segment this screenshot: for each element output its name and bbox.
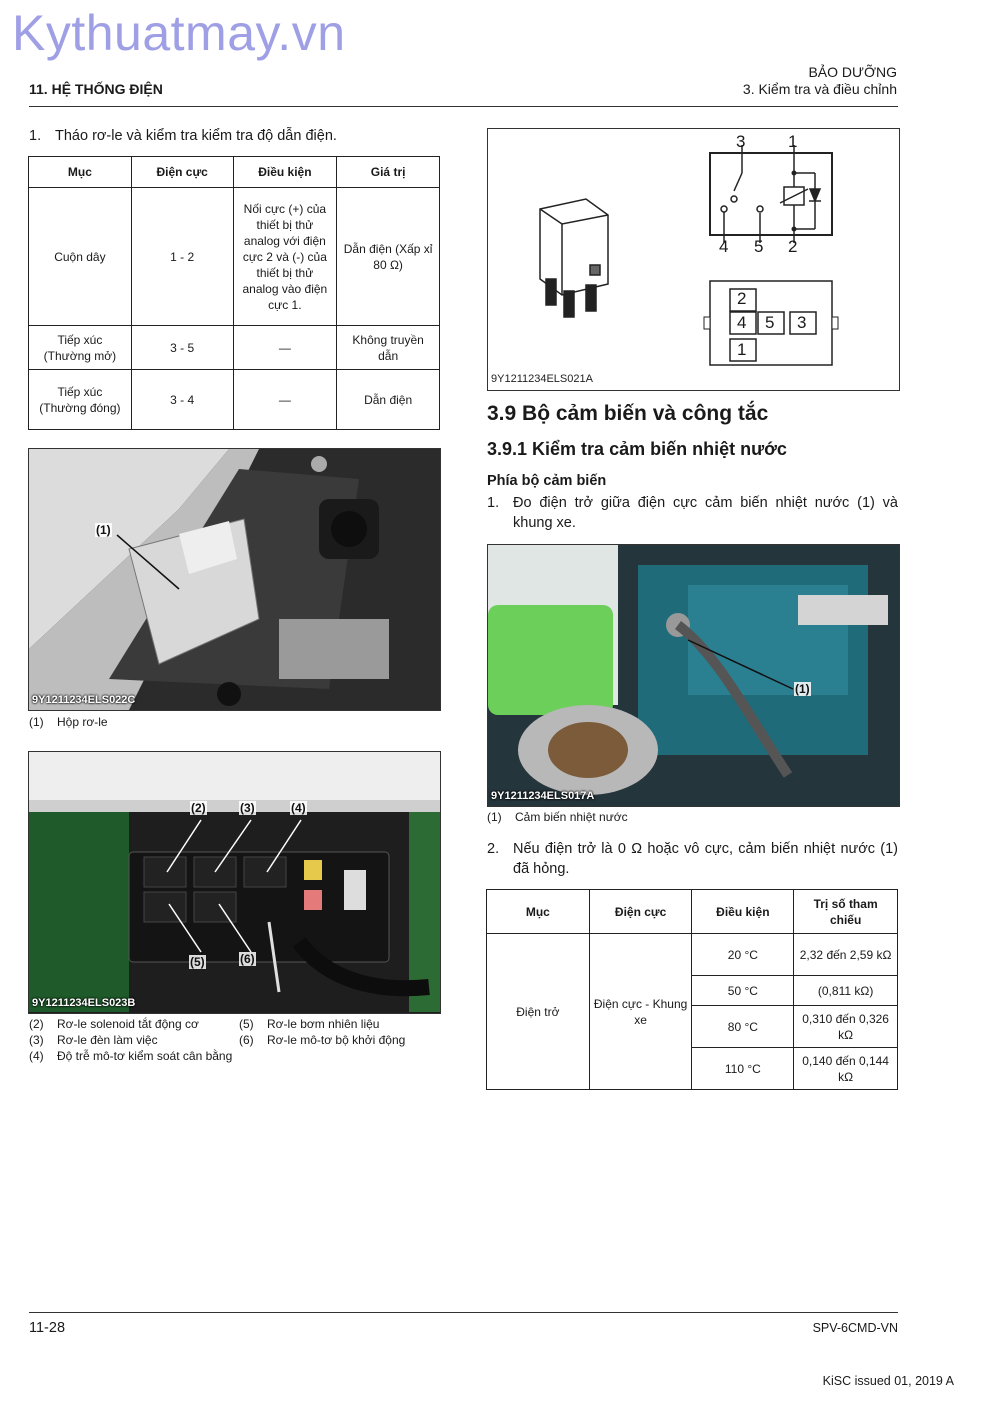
- table-cell: 2,32 đến 2,59 kΩ: [794, 934, 898, 976]
- pin-label: 4: [737, 313, 747, 332]
- caption-text: Rơ-le bơm nhiên liệu: [267, 1017, 380, 1031]
- table-header: Điều kiện: [233, 157, 337, 188]
- sensor-resistance-table: [486, 889, 898, 1090]
- pin-label: 5: [765, 313, 775, 332]
- table-cell: 1 - 2: [131, 188, 233, 326]
- pin-label: 3: [797, 313, 807, 332]
- caption-row: [239, 1016, 439, 1032]
- step-number: 1.: [29, 128, 42, 144]
- step-text: Nếu điện trở là 0 Ω hoặc vô cực, cảm biến nhiệt nước (1) đã hỏng.: [513, 841, 898, 877]
- figure-callout: (3): [240, 801, 255, 815]
- figure-code: 9Y1211234ELS017A: [491, 790, 595, 802]
- table-header: Điều kiện: [692, 890, 794, 934]
- table-cell: 3 - 5: [131, 326, 233, 370]
- figure-caption: [487, 809, 628, 825]
- step-2-right: [487, 839, 898, 879]
- relay-box-illustration: [29, 449, 440, 710]
- caption-number: (5): [239, 1017, 254, 1031]
- engine-illustration: [488, 545, 899, 806]
- step-number: 1.: [487, 495, 500, 511]
- table-cell: 50 °C: [692, 976, 794, 1006]
- table-cell: Tiếp xúc (Thường mở): [29, 326, 132, 370]
- step-text: Tháo rơ-le và kiểm tra kiểm tra độ dẫn điện.: [55, 128, 337, 144]
- table-cell: Dẫn điện: [337, 370, 440, 430]
- table-row: [487, 934, 898, 976]
- pin-label: 1: [737, 340, 747, 359]
- caption-text: Độ trễ mô-tơ kiểm soát cân bằng: [57, 1049, 233, 1063]
- caption-number: (1): [29, 715, 44, 729]
- figure-callout: (1): [96, 523, 111, 537]
- terminal-label: 5: [754, 237, 764, 256]
- figure-callout: (4): [291, 801, 306, 815]
- pin-label: 2: [737, 289, 747, 308]
- figure-callout: (1): [795, 682, 810, 696]
- watermark: Kythuatmay.vn: [12, 5, 346, 61]
- table-row: [29, 326, 440, 370]
- caption-text: Cảm biến nhiệt nước: [515, 810, 628, 824]
- caption-text: Rơ-le đèn làm việc: [57, 1033, 158, 1047]
- table-cell: 0,140 đến 0,144 kΩ: [794, 1048, 898, 1090]
- page-number: 11-28: [29, 1320, 66, 1336]
- footer-rule: [29, 1312, 898, 1313]
- caption-number: (6): [239, 1033, 254, 1047]
- table-cell: Cuộn dây: [29, 188, 132, 326]
- figure-callout: (6): [240, 952, 255, 966]
- caption-number: (3): [29, 1033, 44, 1047]
- caption-number: (2): [29, 1017, 44, 1031]
- relay-schematic-figure: [487, 128, 900, 391]
- figure-captions-right: [239, 1016, 439, 1048]
- relay-schematic-illustration: [488, 129, 899, 390]
- step-1-right: [487, 493, 898, 533]
- table-row: [29, 188, 440, 326]
- subchapter-title: 3. Kiểm tra và điều chỉnh: [742, 81, 897, 97]
- table-cell: 0,310 đến 0,326 kΩ: [794, 1006, 898, 1048]
- header-rule: [29, 106, 898, 107]
- terminal-label: 3: [736, 132, 746, 151]
- table-cell: Nối cực (+) của thiết bị thử analog với điện cực 2 và (-) của thiết bị thử analog vào điện cực 1.: [233, 188, 337, 326]
- table-row: [29, 370, 440, 430]
- table-cell: Không truyền dẫn: [337, 326, 440, 370]
- caption-row: [239, 1032, 439, 1048]
- table-cell: Điện trở: [487, 934, 590, 1090]
- chapter-title: BẢO DƯỠNG: [808, 64, 897, 80]
- section-header: 11. HỆ THỐNG ĐIỆN: [29, 81, 163, 97]
- figure-callout: (5): [190, 955, 205, 969]
- section-title: 3.9 Bộ cảm biến và công tắc: [487, 402, 769, 425]
- table-cell: (0,811 kΩ): [794, 976, 898, 1006]
- caption-row: [29, 1032, 234, 1048]
- caption-number: (4): [29, 1049, 44, 1063]
- table-cell: —: [233, 370, 337, 430]
- terminal-label: 2: [788, 237, 798, 256]
- table-cell: 3 - 4: [131, 370, 233, 430]
- relay-box-photo: [28, 448, 441, 711]
- relay-block-illustration: [29, 752, 440, 1013]
- figure-code: 9Y1211234ELS022C: [32, 694, 136, 706]
- table-cell: 20 °C: [692, 934, 794, 976]
- caption-row: [29, 1048, 234, 1064]
- table-cell: —: [233, 326, 337, 370]
- table-header: Trị số tham chiếu: [794, 890, 898, 934]
- table-header: Giá trị: [337, 157, 440, 188]
- table-cell: 80 °C: [692, 1006, 794, 1048]
- figure-code: 9Y1211234ELS021A: [491, 373, 593, 385]
- step-text: Đo điện trở giữa điện cực cảm biến nhiệt nước (1) và khung xe.: [513, 495, 898, 531]
- document-code: SPV-6CMD-VN: [812, 1321, 898, 1335]
- table-header: Mục: [487, 890, 590, 934]
- figure-captions-left: [29, 1016, 234, 1064]
- table-header: Mục: [29, 157, 132, 188]
- figure-code: 9Y1211234ELS023B: [32, 997, 136, 1009]
- table-cell: Dẫn điện (Xấp xỉ 80 Ω): [337, 188, 440, 326]
- table-cell: 110 °C: [692, 1048, 794, 1090]
- terminal-label: 4: [719, 237, 729, 256]
- chapter-header: [743, 64, 897, 98]
- relay-block-photo: [28, 751, 441, 1014]
- step-1-left: [29, 126, 444, 146]
- caption-number: (1): [487, 810, 502, 824]
- figure-callout: (2): [191, 801, 206, 815]
- figure-caption: [29, 714, 108, 730]
- subsection-title: 3.9.1 Kiểm tra cảm biến nhiệt nước: [487, 439, 787, 459]
- side-title: Phía bộ cảm biến: [487, 473, 607, 489]
- water-temp-sensor-photo: [487, 544, 900, 807]
- relay-check-table: [28, 156, 440, 430]
- table-header: Điện cực: [131, 157, 233, 188]
- terminal-label: 1: [788, 132, 798, 151]
- table-cell: Điện cực - Khung xe: [589, 934, 692, 1090]
- table-cell: Tiếp xúc (Thường đóng): [29, 370, 132, 430]
- caption-text: Rơ-le solenoid tắt động cơ: [57, 1017, 199, 1031]
- caption-row: [29, 1016, 234, 1032]
- caption-text: Rơ-le mô-tơ bộ khởi động: [267, 1033, 406, 1047]
- issue-note: KiSC issued 01, 2019 A: [822, 1374, 954, 1388]
- step-number: 2.: [487, 841, 500, 857]
- caption-text: Hộp rơ-le: [57, 715, 108, 729]
- table-header: Điện cực: [589, 890, 692, 934]
